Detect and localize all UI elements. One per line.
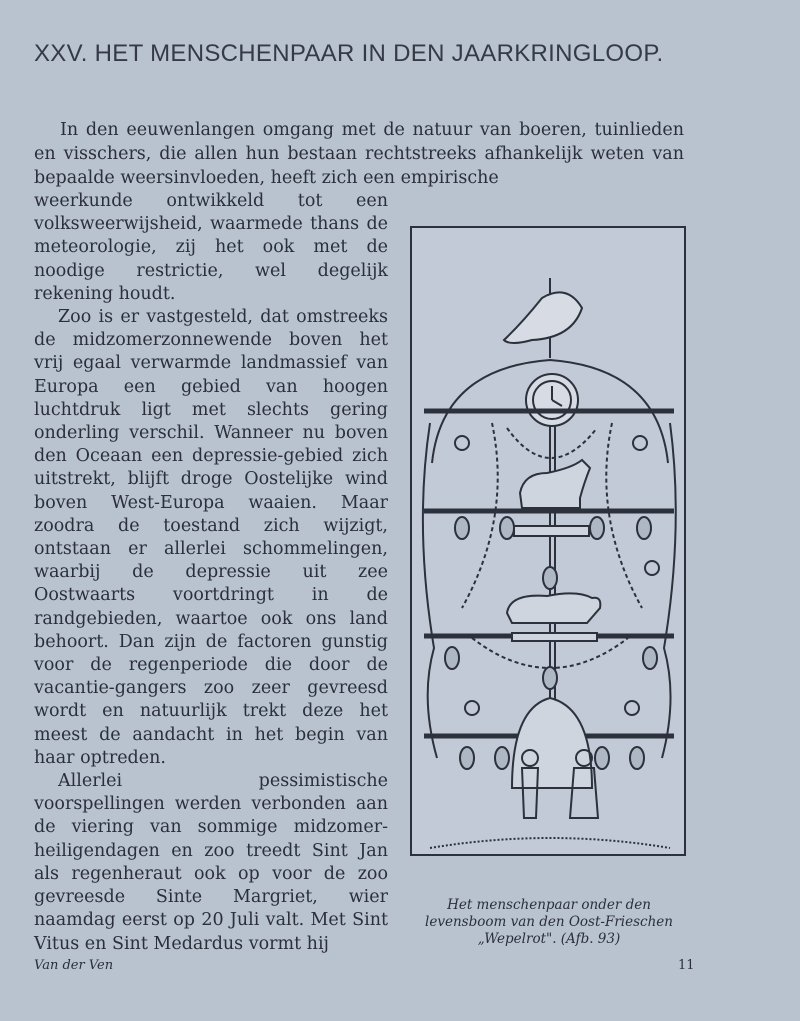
paragraph-3: Allerlei pessimistische voorspellingen werden verbonden aan de viering van sommige midzomer-heiligendagen en zoo treedt Sint Jan als regenheraut ook op voor de zoo gevreesde Sinte Margriet, wier naamdag eerst op 20 Juli valt. Met Sint Vitus en Sint Medardus vormt hij xyxy=(34,771,388,954)
caption-line-2: levensboom van den Oost-Frieschen xyxy=(425,914,673,930)
footer-author: Van der Ven xyxy=(34,958,114,973)
caption-line-1: Het menschenpaar onder den xyxy=(447,897,651,913)
intro-paragraph xyxy=(34,118,684,190)
page-number: 11 xyxy=(678,958,695,973)
page-title: XXV. HET MENSCHENPAAR IN DEN JAARKRINGLOOP. xyxy=(34,40,664,67)
paragraph-2: Zoo is er vastgesteld, dat omstreeks de midzomerzonnewende boven het vrij egaal verwarmde landmassief van Europa een gebied van hoogen luchtdruk ligt met slechts gering onderling verschil. Wanneer nu boven den Oceaan een depressie-gebied zich uitstrekt, blijft droge Oostelijke wind boven West-Europa waaien. Maar zoodra de toestand zich wijzigt, ontstaan er allerlei schommelingen, waarbij de depressie uit zee Oostwaarts voortdringt in de randgebieden, waartoe ook ons land behoort. Dan zijn de factoren gunstig voor de regenperiode die door de vacantie-gangers zoo zeer gevreesd wordt en natuurlijk trekt deze het meest de aandacht in het begin van haar optreden. xyxy=(34,307,388,768)
left-column xyxy=(34,190,388,956)
figure-caption xyxy=(404,897,694,948)
intro-text: In den eeuwenlangen omgang met de natuur van boeren, tuinlieden en visschers, die allen hun bestaan rechtstreeks afhankelijk weten van bepaalde weersinvloeden, heeft zich een empirische xyxy=(34,120,684,188)
caption-line-3: „Wepelrot". (Afb. 93) xyxy=(477,931,621,947)
illustration-drawing xyxy=(412,228,684,854)
tree-of-life-illustration xyxy=(410,226,686,856)
paragraph-1: weerkunde ontwikkeld tot een volksweerwijsheid, waarmede thans de meteorologie, zij het ook met de noodige restrictie, wel degelijk rekening houdt. xyxy=(34,191,388,304)
